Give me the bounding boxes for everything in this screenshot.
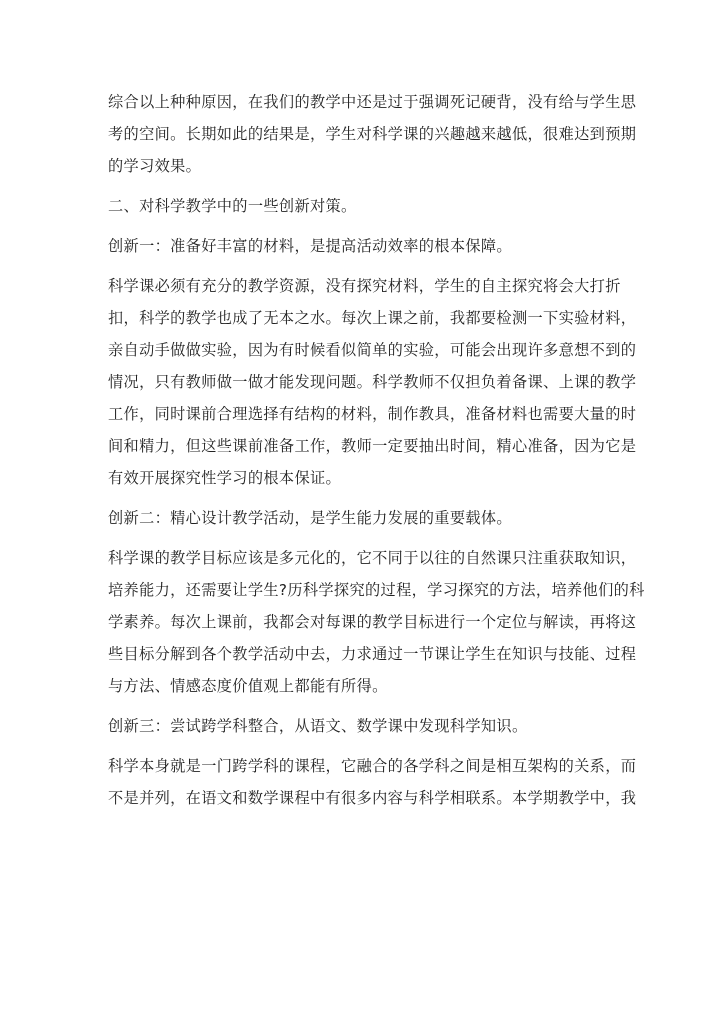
- text-line: 科学课的教学目标应该是多元化的，它不同于以往的自然课只注重获取知识，: [108, 549, 637, 567]
- text-line: 考的空间。长期如此的结果是，学生对科学课的兴趣越来越低，很难达到预期: [108, 125, 637, 143]
- section-heading: [108, 190, 608, 222]
- text-line: 学素养。每次上课前，我都会对每课的教学目标进行一个定位与解读，再将这: [108, 613, 637, 631]
- text-line: 扣，科学的教学也成了无本之水。每次上课之前，我都要检测一下实验材料，: [108, 309, 637, 327]
- innovation-one-heading: [108, 230, 608, 262]
- paragraph-materials: [108, 270, 637, 494]
- paragraph-conclusion: [108, 86, 637, 182]
- heading-line: 创新三：尝试跨学科整合，从语文、数学课中发现科学知识。: [108, 717, 528, 735]
- text-line: 工作，同时课前合理选择有结构的材料，制作教具，准备材料也需要大量的时: [108, 405, 637, 423]
- text-line: 科学课必须有充分的教学资源，没有探究材料，学生的自主探究将会大打折: [108, 277, 621, 295]
- text-line: 些目标分解到各个教学活动中去，力求通过一节课让学生在知识与技能、过程: [108, 645, 637, 663]
- heading-line: 创新一：准备好丰富的材料，是提高活动效率的根本保障。: [108, 237, 512, 255]
- text-line: 科学本身就是一门跨学科的课程，它融合的各学科之间是相互架构的关系，而: [108, 757, 637, 775]
- text-line: 情况，只有教师做一做才能发现问题。科学教师不仅担负着备课、上课的教学: [108, 373, 637, 391]
- heading-line: 创新二：精心设计教学活动，是学生能力发展的重要载体。: [108, 509, 512, 527]
- text-line: 培养能力，还需要让学生?历科学探究的过程，学习探究的方法，培养他们的科: [108, 581, 645, 599]
- text-line: 不是并列，在语文和数学课程中有很多内容与科学相联系。本学期教学中，我: [108, 789, 637, 807]
- text-line: 间和精力，但这些课前准备工作，教师一定要抽出时间，精心准备，因为它是: [108, 437, 637, 455]
- text-line: 综合以上种种原因，在我们的教学中还是过于强调死记硬背，没有给与学生思: [108, 93, 637, 111]
- heading-line: 二、对科学教学中的一些创新对策。: [108, 197, 357, 215]
- text-line: 亲自动手做做实验，因为有时候看似简单的实验，可能会出现许多意想不到的: [108, 341, 637, 359]
- paragraph-interdisciplinary: [108, 750, 637, 814]
- document-page: [108, 86, 645, 814]
- text-line: 有效开展探究性学习的根本保证。: [108, 469, 342, 487]
- innovation-two-heading: [108, 502, 608, 534]
- text-line: 的学习效果。: [108, 157, 202, 175]
- text-line: 与方法、情感态度价值观上都能有所得。: [108, 677, 388, 695]
- innovation-three-heading: [108, 710, 608, 742]
- paragraph-activities: [108, 542, 645, 702]
